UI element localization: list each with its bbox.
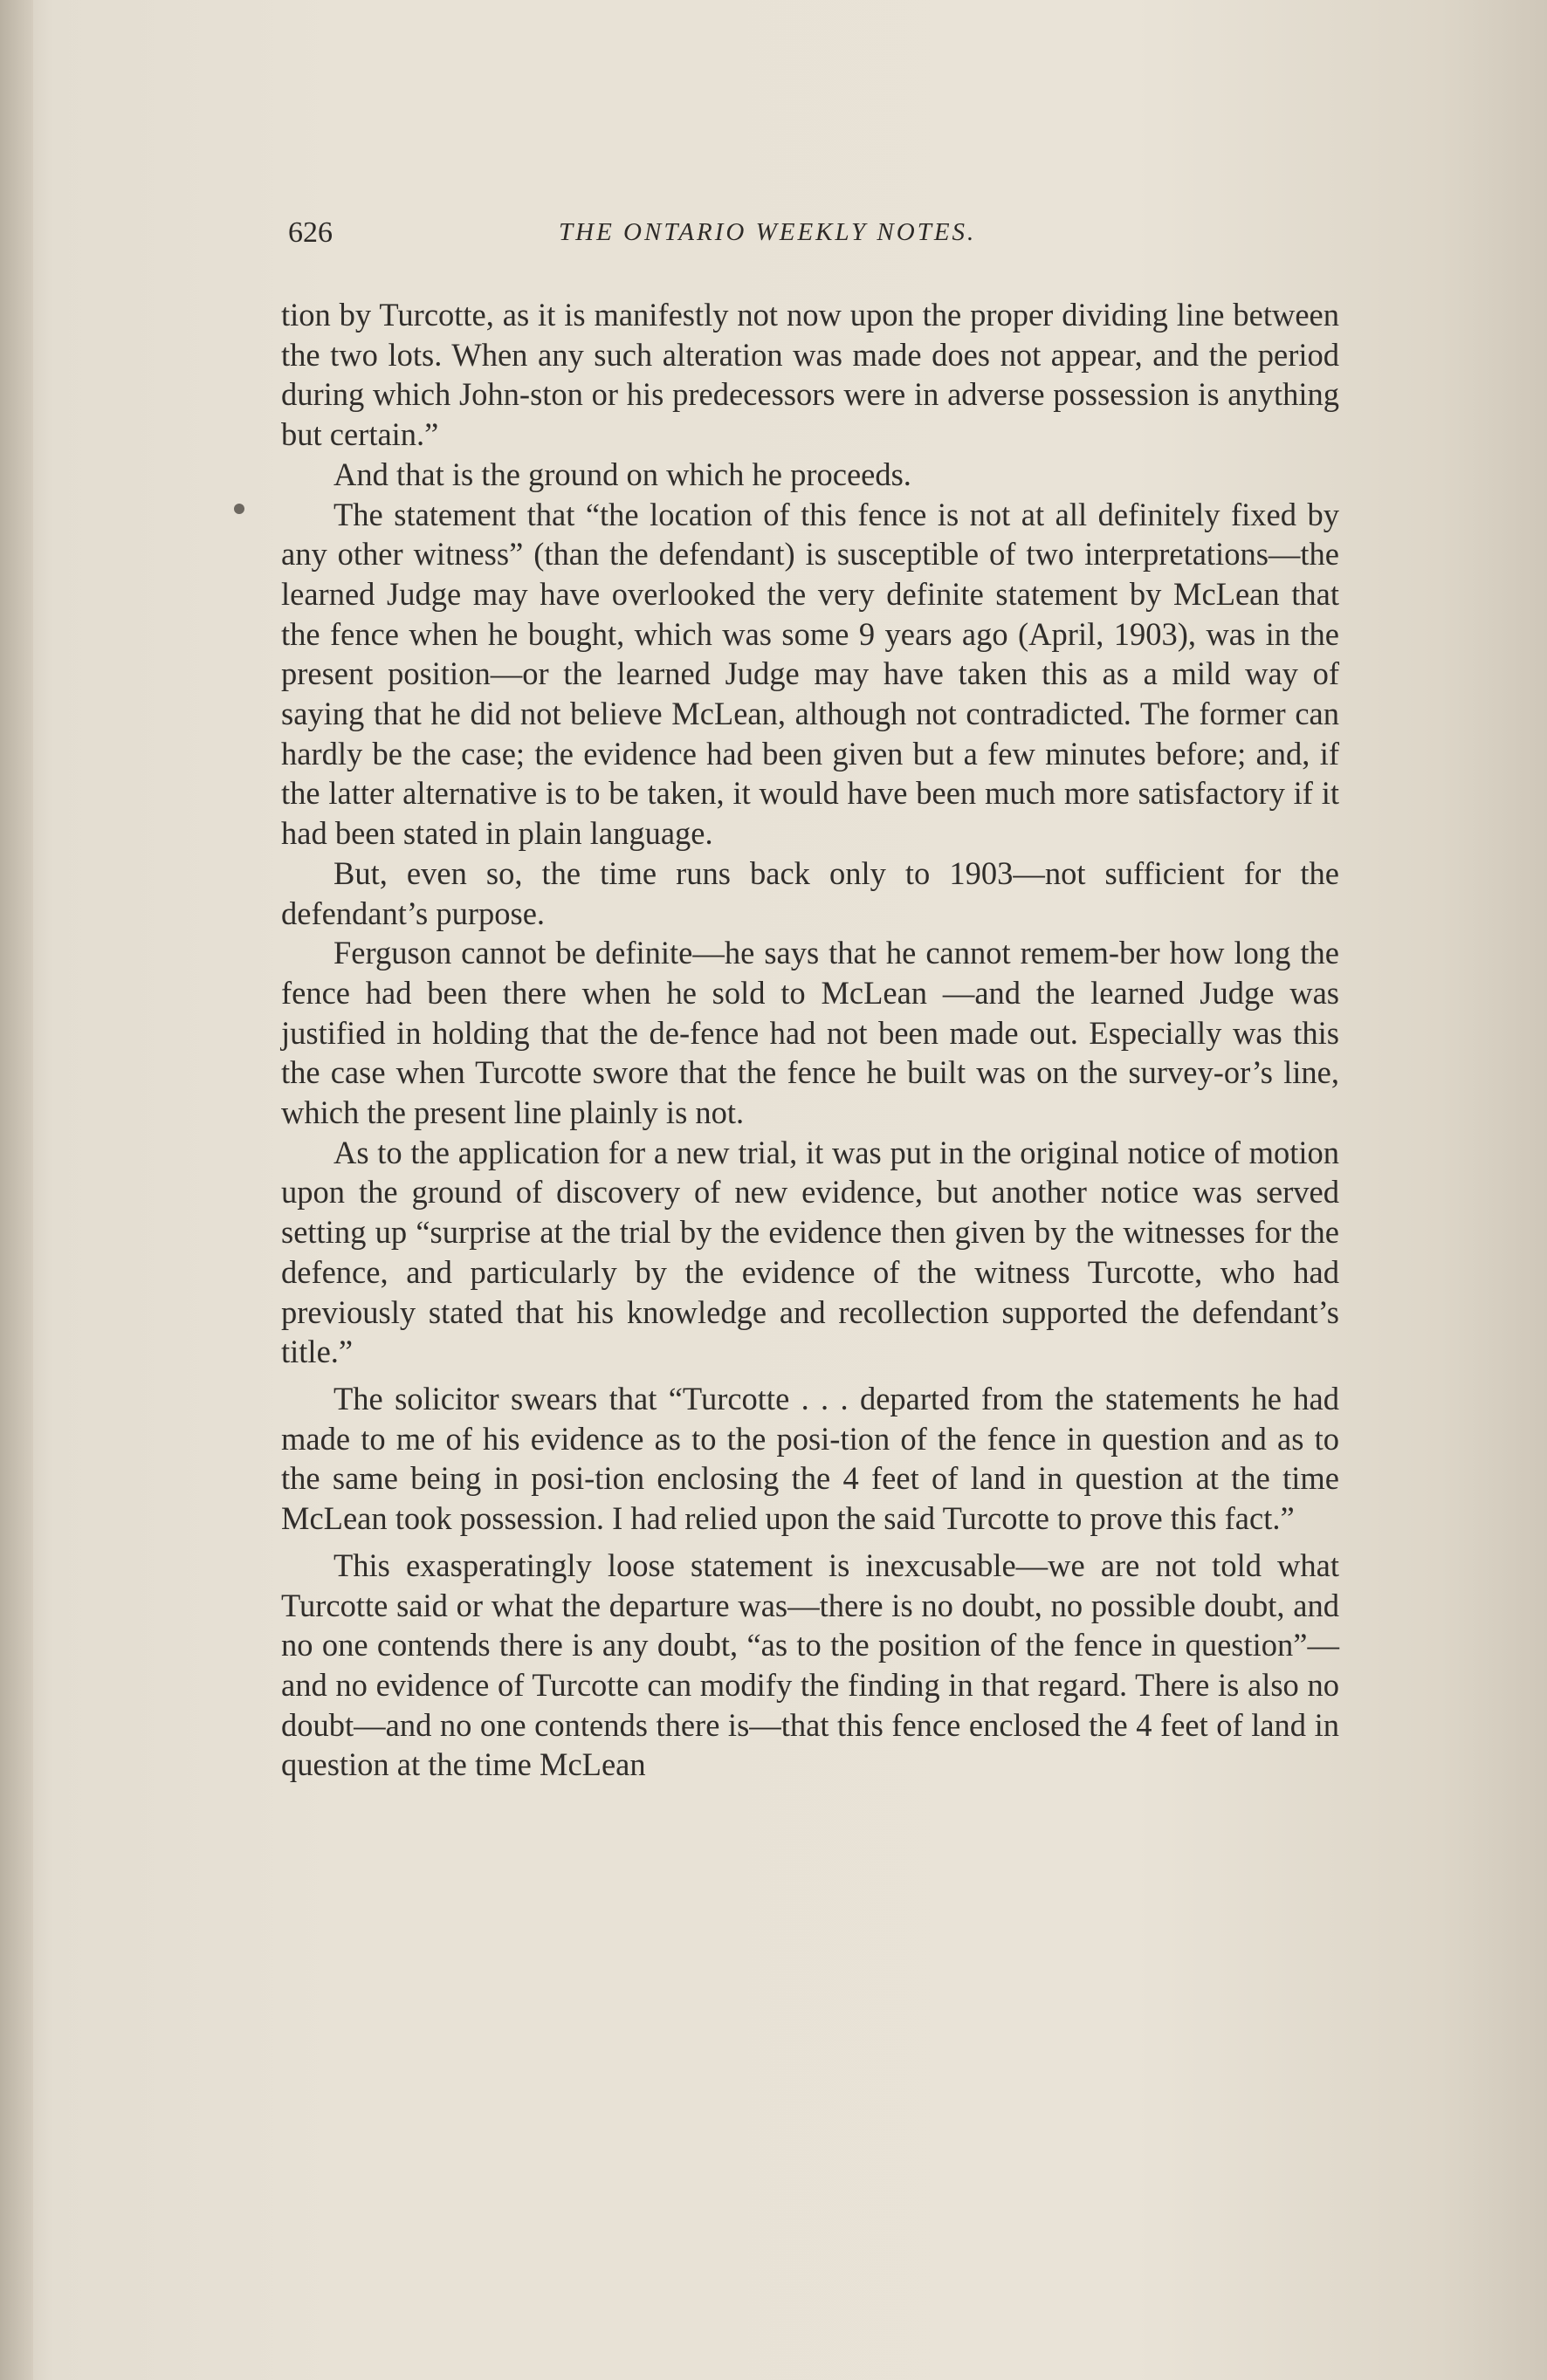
page-header	[288, 216, 1336, 260]
paragraph: As to the application for a new trial, it was put in the original notice of motion upon the ground of discovery of new evidence, but another notice was served setting up “surprise at the trial by the evidence then given by the witnesses for the defence, and particularly by the evidence of the witness Turcotte, who had previously stated that his knowledge and recollection supported the defendant’s title.”	[281, 1134, 1339, 1370]
body-text	[281, 295, 1339, 1785]
paragraph: The statement that “the location of this fence is not at all definitely fixed by any other witness” (than the defendant) is susceptible of two interpretations—the learned Judge may have overlooked the very definite statement by McLean that the fence when he bought, which was some 9 years ago (April, 1903), was in the present position—or the learned Judge may have taken this as a mild way of saying that he did not believe McLean, although not contradicted. The former can hardly be the case; the evidence had been given but a few minutes before; and, if the latter alternative is to be taken, it would have been much more satisfactory if it had been stated in plain language.	[281, 496, 1339, 852]
running-title: THE ONTARIO WEEKLY NOTES.	[559, 218, 977, 246]
page-number: 626	[288, 216, 333, 249]
page-gutter	[0, 0, 33, 2380]
margin-mark	[234, 504, 244, 514]
paragraph: But, even so, the time runs back only to 1903—not sufficient for the defendant’s purpose.	[281, 854, 1339, 931]
paragraph: This exasperatingly loose statement is inexcusable—we are not told what Turcotte said or what the departure was—there is no doubt, no possible doubt, and no one contends there is any doubt, “as to the position of the fence in question”—and no evidence of Turcotte can modify the finding in that regard. There is also no doubt—and no one contends there is—that this fence enclosed the 4 feet of land in question at the time McLean	[281, 1547, 1339, 1783]
paragraph: tion by Turcotte, as it is manifestly not now upon the proper dividing line between the two lots. When any such alteration was made does not appear, and the period during which John-ston or his predecessors were in adverse possession is anything but certain.”	[281, 297, 1339, 453]
paragraph: And that is the ground on which he proceeds.	[333, 456, 911, 492]
paragraph: The solicitor swears that “Turcotte . . . departed from the statements he had made to me of his evidence as to the posi-tion of the fence in question and as to the same being in posi-tion enclosing the 4 feet of land in question at the time McLean took possession. I had relied upon the said Turcotte to prove this fact.”	[281, 1380, 1339, 1537]
paragraph: Ferguson cannot be definite—he says that he cannot remem-ber how long the fence had been there when he sold to McLean —and the learned Judge was justified in holding that the de-fence had not been made out. Especially was this the case when Turcotte swore that the fence he built was on the survey-or’s line, which the present line plainly is not.	[281, 935, 1339, 1131]
